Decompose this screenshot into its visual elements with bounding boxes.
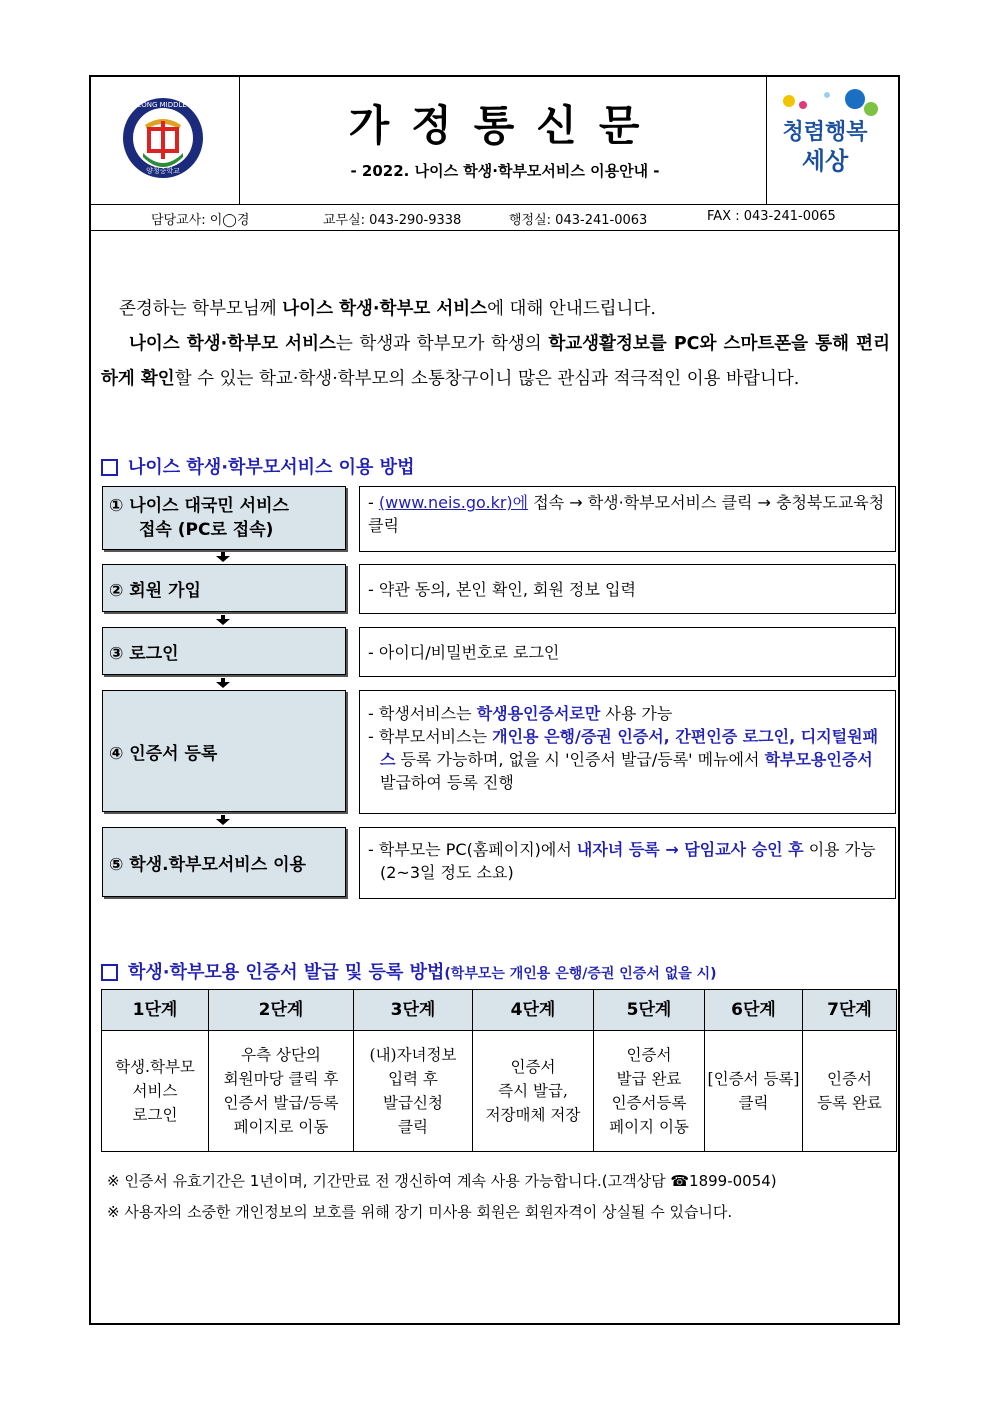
step-4-desc-parent: - 학부모서비스는 개인용 은행/증권 인증서, 간편인증 로그인, 디지털원패스 등록 가능하며, 없을 시 '인증서 발급/등록' 메뉴에서 학부모용인증서 발급하여 등록 진행 — [368, 727, 879, 792]
school-emblem-icon — [91, 77, 239, 204]
stage-4-title: 4단계 — [473, 990, 594, 1031]
svg-text:양청중학교: 양청중학교 — [146, 167, 180, 175]
stage-6-desc: [인증서 등록] 클릭 — [705, 1031, 803, 1152]
down-arrow-icon — [216, 552, 230, 562]
step-3-desc: - 아이디/비밀번호로 로그인 — [359, 627, 896, 677]
stage-3-desc: (내)자녀정보 입력 후 발급신청 클릭 — [354, 1031, 473, 1152]
step-5-box — [102, 827, 346, 897]
step-4-box — [102, 690, 346, 812]
step-4-label: ④ 인증서 등록 — [109, 743, 218, 764]
svg-text:YANGCHEONG MIDDLE SCHOOL: YANGCHEONG MIDDLE SCHOOL — [107, 101, 219, 109]
stage-7-title: 7단계 — [803, 990, 897, 1031]
step-4-desc — [359, 690, 896, 814]
stage-1-title: 1단계 — [102, 990, 209, 1031]
stages-header-row — [102, 990, 897, 1031]
step-2-label: ② 회원 가입 — [109, 580, 201, 601]
step-2-box — [102, 564, 346, 612]
intro-text — [91, 292, 898, 397]
step-3-box — [102, 627, 346, 675]
step-1-label-2: 접속 (PC로 접속) — [139, 520, 274, 540]
step-1-box — [102, 486, 346, 550]
stage-4-desc: 인증서 즉시 발급, 저장매체 저장 — [473, 1031, 594, 1152]
svg-text:세상: 세상 — [801, 147, 849, 175]
down-arrow-icon — [216, 615, 230, 625]
step-1-label: ① 나이스 대국민 서비스 — [109, 496, 289, 516]
contact-bar — [91, 204, 898, 231]
down-arrow-icon — [216, 815, 230, 825]
page-subtitle: - 2022. 나이스 학생·학부모서비스 이용안내 - — [350, 162, 660, 180]
section2-heading-note: (학부모는 개인용 은행/증권 인증서 없을 시) — [444, 966, 717, 982]
stages-body-row — [102, 1031, 897, 1152]
step-5-desc: - 학부모는 PC(홈페이지)에서 내자녀 등록 → 담임교사 승인 후 이용 가능(2~3일 정도 소요) — [359, 827, 896, 899]
stage-5-title: 5단계 — [594, 990, 705, 1031]
step-4-desc-student: - 학생서비스는 학생용인증서로만 사용 가능 — [368, 704, 673, 723]
down-arrow-icon — [216, 678, 230, 688]
fax-number: FAX : 043-241-0065 — [707, 209, 836, 224]
step-5-label: ⑤ 학생.학부모서비스 이용 — [109, 854, 306, 875]
office-phone: 교무실: 043-290-9338 — [323, 213, 462, 228]
stage-2-desc: 우측 상단의 회원마당 클릭 후 인증서 발급/등록 페이지로 이동 — [209, 1031, 354, 1152]
step-3-label: ③ 로그인 — [109, 643, 179, 664]
integrity-slogan-icon — [767, 77, 898, 204]
checkbox-icon — [101, 459, 118, 476]
stage-2-title: 2단계 — [209, 990, 354, 1031]
section2-heading: 학생·학부모용 인증서 발급 및 등록 방법(학부모는 개인용 은행/증권 인증서 없을 시) — [101, 958, 717, 984]
neis-link[interactable]: (www.neis.go.kr)에 — [378, 493, 529, 512]
notice-frame — [89, 75, 900, 1325]
section1-heading: 나이스 학생·학부모서비스 이용 방법 — [101, 453, 414, 479]
intro-paragraph-1: 존경하는 학부모님께 나이스 학생·학부모 서비스에 대해 안내드립니다. — [119, 299, 656, 319]
step-1-desc: - (www.neis.go.kr)에 접속 → 학생·학부모서비스 클릭 → 충청북도교육청 클릭 — [359, 486, 896, 552]
stage-7-desc: 인증서 등록 완료 — [803, 1031, 897, 1152]
header — [91, 77, 898, 205]
school-logo-cell — [91, 77, 240, 204]
teacher-contact: 담당교사: 이◯경 — [151, 213, 250, 228]
note-privacy: ※ 사용자의 소중한 개인정보의 보호를 위해 장기 미사용 회원은 회원자격이 상실될 수 있습니다. — [107, 1203, 733, 1221]
page-title: 가정통신문 — [348, 101, 662, 150]
svg-text:청렴행복: 청렴행복 — [782, 120, 868, 145]
stage-6-title: 6단계 — [705, 990, 803, 1031]
stages-table — [101, 989, 897, 1152]
intro-paragraph-2: 나이스 학생·학부모 서비스는 학생과 학부모가 학생의 학교생활정보를 PC와 스마트폰을 통해 편리하게 확인할 수 있는 학교·학생·학부모의 소통창구이니 많은 관심과 적극적인 이용 바랍니다. — [101, 334, 890, 389]
stage-3-title: 3단계 — [354, 990, 473, 1031]
stage-5-desc: 인증서 발급 완료 인증서등록 페이지 이동 — [594, 1031, 705, 1152]
step-2-desc: - 약관 동의, 본인 확인, 회원 정보 입력 — [359, 564, 896, 614]
slogan-logo-cell — [766, 77, 898, 204]
checkbox-icon — [101, 964, 118, 981]
note-validity: ※ 인증서 유효기간은 1년이며, 기간만료 전 갱신하여 계속 사용 가능합니다.(고객상담 ☎1899-0054) — [107, 1172, 777, 1190]
admin-phone: 행정실: 043-241-0063 — [509, 213, 648, 228]
stage-1-desc: 학생.학부모 서비스 로그인 — [102, 1031, 209, 1152]
